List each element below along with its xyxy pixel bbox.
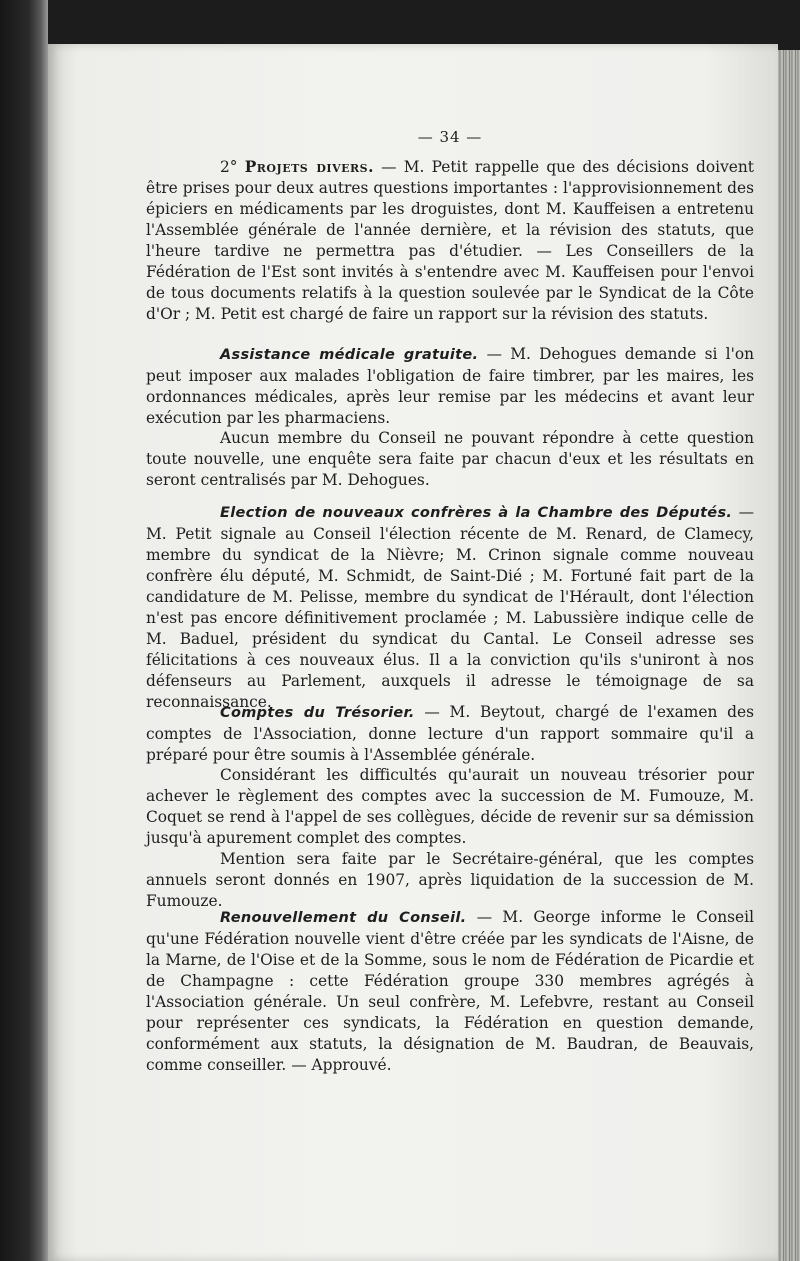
paragraph-text: Mention sera faite par le Secrétaire-général, que les comptes annuels seront donnés en 1907, après liquidation de la succession de M. Fumouze. <box>146 850 754 910</box>
paragraph-assistance-reply <box>146 428 754 491</box>
paragraph-text: — M. Petit signale au Conseil l'élection récente de M. Renard, de Clamecy, membre du syndicat de la Nièvre; M. Crinon signale comme nouveau confrère élu député, M. Schmidt, de Saint-Dié ; M. Fortuné fait part de la candidature de M. Pelisse, membre du syndicat de l'Hérault, dont l'élection n'est pas encore définitivement proclamée ; M. Labussière indique celle de M. Baduel, président du syndicat du Cantal. Le Conseil adresse ses félicitations à ces nouveaux élus. Il a la conviction qu'ils s'uniront à nos défenseurs au Parlement, auxquels il adresse le témoignage de sa reconnaissance. <box>146 503 754 711</box>
section-heading-renouvellement-conseil: Renouvellement du Conseil. <box>220 910 467 926</box>
paragraph-text: — M. Dehogues demande si l'on peut imposer aux malades l'obligation de faire timbrer, par les maires, les ordonnances médicales, après leur remise par les médecins et avant leur exécution par les pharmaciens. <box>146 345 754 427</box>
section-heading-projets-divers: Projets divers. <box>244 158 374 176</box>
paragraph-text: — M. Petit rappelle que des décisions doivent être prises pour deux autres questions importantes : l'approvisionnement des épiciers en médicaments par les droguistes, dont M. Kauffeisen a entretenu l'Assemblée générale de l'année dernière, et la révision des statuts, que l'heure tardive ne permettra pas d'étudier. — Les Conseillers de la Fédération de l'Est sont invités à s'entendre avec M. Kauffeisen pour l'envoi de tous documents relatifs à la question soulevée par le Syndicat de la Côte d'Or ; M. Petit est chargé de faire un rapport sur la révision des statuts. <box>146 158 754 323</box>
paragraph-comptes-tresorier <box>146 702 754 766</box>
paragraph-election-deputes <box>146 502 754 713</box>
paragraph-projets-divers <box>146 157 754 325</box>
paragraph-text: — M. Beytout, chargé de l'examen des comptes de l'Association, donne lecture d'un rapport sommaire qu'il a préparé pour être soumis à l'Assemblée générale. <box>146 703 755 764</box>
paragraph-comptes-mention <box>146 849 754 912</box>
paragraph-assistance-medicale <box>146 344 754 429</box>
page-stack-edge <box>778 50 800 1261</box>
paragraph-text: Aucun membre du Conseil ne pouvant répondre à cette question toute nouvelle, une enquête sera faite par chacun d'eux et les résultats en seront centralisés par M. Dehogues. <box>146 429 754 489</box>
section-heading-assistance-medicale: Assistance médicale gratuite. <box>220 347 479 363</box>
section-heading-election-deputes: Election de nouveaux confrères à la Chambre des Députés. <box>220 505 733 521</box>
scan-left-margin <box>0 0 48 1261</box>
paragraph-text: — M. George informe le Conseil qu'une Fédération nouvelle vient d'être créée par les syndicats de l'Aisne, de la Marne, de l'Oise et de la Somme, sous le nom de Fédération de Picardie et de Champagne : cette Fédération groupe 330 membres agrégés à l'Association générale. Un seul confrère, M. Lefebvre, restant au Conseil pour représenter ces syndicats, la Fédération en question demande, conformément aux statuts, la désignation de M. Baudran, de Beauvais, comme conseiller. — Approuvé. <box>146 908 754 1074</box>
section-heading-comptes-tresorier: Comptes du Trésorier. <box>220 705 415 721</box>
section-number: 2° <box>220 158 238 176</box>
paragraph-renouvellement-conseil <box>146 907 754 1076</box>
paragraph-comptes-coquet <box>146 765 754 849</box>
paragraph-text: Considérant les difficultés qu'aurait un nouveau trésorier pour achever le règlement des comptes avec la succession de M. Fumouze, M. Coquet se rend à l'appel de ses collègues, décide de revenir sur sa démission jusqu'à apurement complet des comptes. <box>146 766 754 847</box>
page-number: — 34 — <box>417 128 483 146</box>
